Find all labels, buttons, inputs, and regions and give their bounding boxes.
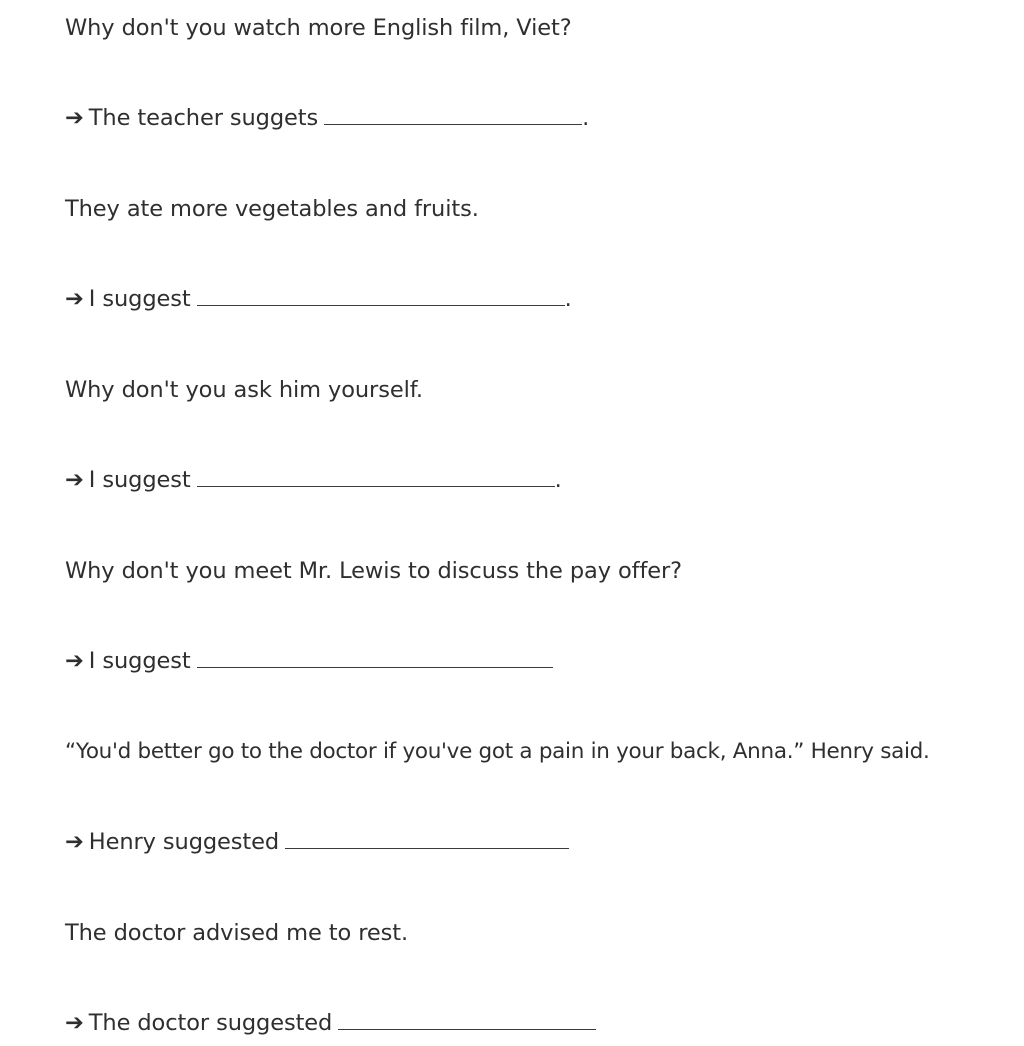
answer-3-end: . — [554, 467, 562, 493]
prompt-1 — [65, 13, 572, 43]
answer-line-1 — [65, 103, 589, 133]
answer-3-stem: I suggest — [88, 467, 191, 493]
prompt-3 — [65, 375, 423, 405]
answer-line-2 — [65, 284, 572, 314]
answer-6-blank[interactable] — [338, 1009, 596, 1030]
answer-2-blank[interactable] — [197, 285, 565, 306]
answer-line-3 — [65, 465, 562, 495]
arrow-right-icon: ➔ — [65, 467, 84, 493]
arrow-right-icon: ➔ — [65, 648, 84, 674]
arrow-right-icon: ➔ — [65, 829, 84, 855]
answer-4-stem: I suggest — [88, 648, 191, 674]
prompt-2-text: They ate more vegetables and fruits. — [65, 196, 479, 222]
answer-6-stem: The doctor suggested — [88, 1010, 333, 1036]
answer-1-end: . — [582, 105, 590, 131]
answer-2-stem: I suggest — [88, 286, 191, 312]
arrow-right-icon: ➔ — [65, 105, 84, 131]
answer-4-blank[interactable] — [197, 647, 553, 668]
answer-2-end: . — [564, 286, 572, 312]
answer-5-blank[interactable] — [285, 828, 569, 849]
prompt-1-text: Why don't you watch more English film, Viet? — [65, 15, 572, 41]
answer-3-blank[interactable] — [197, 466, 555, 487]
prompt-5 — [65, 737, 930, 767]
prompt-4 — [65, 556, 682, 586]
answer-line-5 — [65, 827, 569, 857]
prompt-3-text: Why don't you ask him yourself. — [65, 377, 423, 403]
prompt-2 — [65, 194, 479, 224]
answer-1-stem: The teacher suggets — [88, 105, 319, 131]
answer-line-4 — [65, 646, 553, 676]
prompt-5-text: “You'd better go to the doctor if you've got a pain in your back, Anna.” Henry said. — [65, 739, 930, 764]
prompt-4-text: Why don't you meet Mr. Lewis to discuss the pay offer? — [65, 558, 683, 584]
answer-5-stem: Henry suggested — [88, 829, 280, 855]
prompt-6 — [65, 918, 408, 948]
prompt-6-text: The doctor advised me to rest. — [65, 920, 408, 946]
answer-line-6 — [65, 1008, 596, 1038]
answer-1-blank[interactable] — [324, 104, 582, 125]
arrow-right-icon: ➔ — [65, 1010, 84, 1036]
arrow-right-icon: ➔ — [65, 286, 84, 312]
